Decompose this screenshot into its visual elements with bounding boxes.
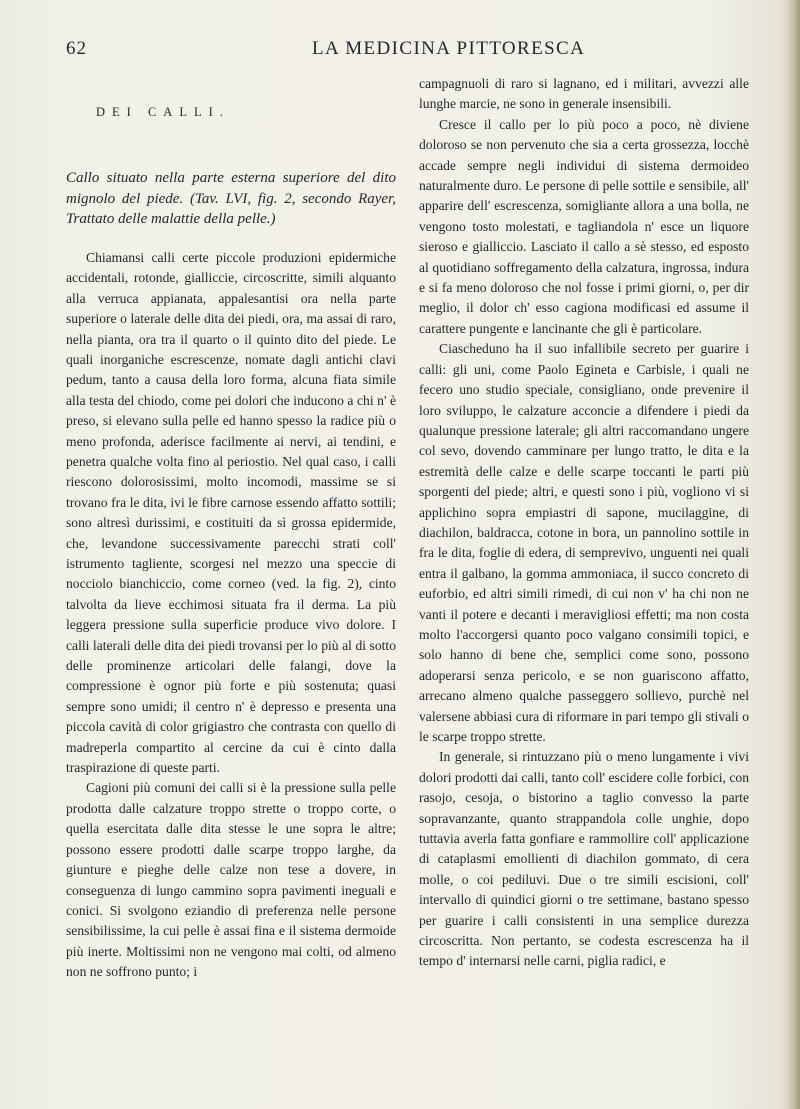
running-head (66, 38, 766, 66)
running-title: LA MEDICINA PITTORESCA (312, 38, 586, 59)
left-column (66, 74, 396, 983)
figure-caption: Callo situato nella parte esterna superiore del dito mignolo del piede. (Tav. LVI, fig. 2, secondo Rayer, Trattato delle malattie della pelle.) (66, 170, 396, 228)
paragraph-growth: Cresce il callo per lo più poco a poco, nè diviene doloroso se non pervenuto che sia a certa grossezza, locchè accade sempre negli individui di sistema dermoideo naturalmente duro. Le persone di pelle sottile e sensibile, all' apparire dell' escrescenza, somigliante allora a una bolla, ne vengono tosto molestati, e tagliandola n' esce un liquore sieroso e gialliccio. Lasciato il callo a sè stesso, ed esposto al quotidiano soffregamento della calzatura, ingrossa, indura e si fa meno doloroso che nol fosse i primi giorni, o, per dir meglio, il dolor ch' esso cagiona modificasi ed assume il carattere pungente e lancinante che gli è particolare. (419, 116, 749, 336)
paragraph-remedies: Ciascheduno ha il suo infallibile secreto per guarire i calli: gli uni, come Paolo Egineta e Carbisle, i quali ne fecero uno studio speciale, consigliano, onde prevenire il loro sviluppo, le calzature acconcie a difendere i piedi da qualunque pressione laterale; gli altri raccomandano ungere col sevo, dovendo camminare per lungo tratto, le dita e la estremità delle calze e delle scarpe toccanti le parti più sporgenti del piede; altri, e questi sono i più, vogliono vi si applichino sopra empiastri di sapone, mucilaggine, di diachilon, baldracca, cotone in bora, un pannolino sottile in fra le dita, foglie di edera, di semprevivo, unguenti nei quali entra il galbano, la gomma ammoniaca, il succo concreto di euforbio, ed altri simili rimedi, di cui non v' ha chi non ne vanti il potere e decanti i meravigliosi effetti; ma non costa molto l'accorgersi quanto poco valgano consimili topici, e solo hanno di bene che, semplici come sono, possono adoperarsi senza pericolo, e se non guariscono affatto, arrecano almeno qualche passeggero sollievo, purchè nel valersene abbiasi cura di riformare in pari tempo gli stivali o le scarpe troppo strette. (419, 341, 749, 744)
section-title: DEI CALLI. (96, 105, 230, 119)
right-column (419, 74, 749, 972)
paragraph-causes: Cagioni più comuni dei calli si è la pressione sulla pelle prodotta dalle calzature troppo strette o troppo corte, o quella esercitata dalle dita stesse le une sopra le altre; possono essere prodotti dalle scarpe troppo larghe, da giunture e pieghe delle calze non tese a dovere, in conseguenza di lungo cammino sopra pavimenti ineguali e conici. Si svolgono eziandio di preferenza nelle persone sensibilissime, la cui pelle è assai fina e il sistema dermoide più inerte. Moltissimi non ne vengono mai colti, od almeno non ne soffrono punto; i (66, 780, 396, 980)
page-edge-shadow (786, 0, 800, 1109)
page-number: 62 (66, 38, 87, 59)
paragraph-definition: Chiamansi calli certe piccole produzioni epidermiche accidentali, rotonde, gialliccie, circoscritte, simili alquanto alla verruca appianata, appalesantisi ora nella parte superiore o laterale delle dita dei piedi, ora, ma assai di raro, nella pianta, ora tra il quarto o il quinto dito del piede. Le quali inorganiche escrescenze, nomate dagli antichi clavi pedum, tanto a causa della loro forma, alcuna fiata simile alla testa del chiodo, come pei dolori che inducono a chi n' è preso, si elevano sulla pelle ed hanno spesso la radice più o meno profonda, aderisce facilmente ai nervi, ai tendini, e penetra qualche volta fino al periostio. Nel qual caso, i calli riescono dolorosissimi, molto incomodi, massime se si trovano fra le dita, ivi le fibre carnose essendo affatto sottili; sono altresì durissimi, e costituiti da sì grossa epidermide, che, levandone successivamente parecchi strati coll' istrumento tagliente, scorgesi nel mezzo una speccie di nocciolo bianchiccio, come corneo (ved. la fig. 2), cinto talvolta da lieve ecchimosi situata fra il derma. La più leggera pressione sulla superficie produce vivo dolore. I calli laterali delle dita dei piedi trovansi per lo più al di sotto delle prominenze articolari delle falangi, dove la compressione è ognor più forte e più sostenuta; quasi sempre sono umidi; il centro n' è depresso e presenta una piccola cavità di color grigiastro che contrasta con quello di madreperla compartito al cercine da cui è cinto dalla traspirazione di queste parti. (66, 249, 396, 776)
paragraph-continuation: campagnuoli di raro si lagnano, ed i militari, avvezzi alle lunghe marcie, ne sono in generale insensibili. (419, 76, 749, 112)
paragraph-treatment: In generale, si rintuzzano più o meno lungamente i vivi dolori prodotti dai calli, tanto coll' escidere colle forbici, con rasojo, cesoja, o bistorino a taglio convesso la parte sopravanzante, quanto strappandola colle unghie, dopo tuttavia averla fatta gonfiare e rammollire coll' applicazione di cataplasmi emollienti di diachilon gommato, di cera molle, o coi pediluvi. Due o tre simili escisioni, coll' intervallo di quindici giorni o tre settimane, bastano spesso per guarire i calli consistenti in una semplice durezza circoscritta. Non pertanto, se codesta escrescenza ha il tempo d' internarsi nelle carni, piglia radici, e (419, 749, 749, 969)
